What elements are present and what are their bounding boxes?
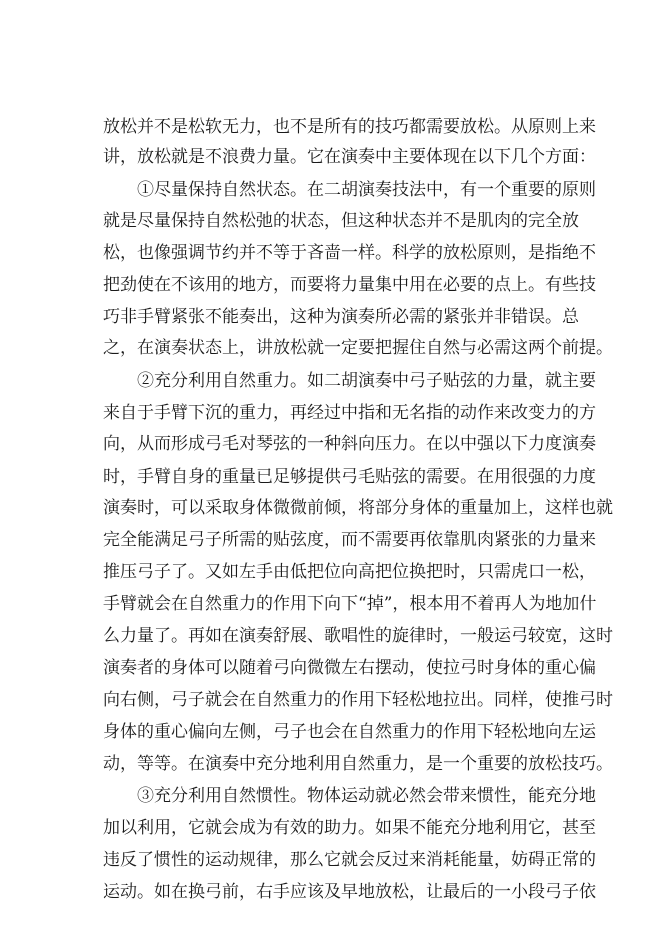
text-line: 完全能满足弓子所需的贴弦度，而不需要再依靠肌肉紧张的力量来 — [103, 530, 596, 550]
text-line: 手臂就会在自然重力的作用下向下“掉”，根本用不着再人为地加什 — [103, 594, 597, 614]
text-line: 来自于手臂下沉的重力，再经过中指和无名指的动作来改变力的方 — [103, 403, 596, 423]
text-line: 演奏时，可以采取身体微微前倾，将部分身体的重量加上，这样也就 — [103, 498, 613, 518]
text-line: 向，从而形成弓毛对琴弦的一种斜向压力。在以中强以下力度演奏 — [103, 434, 596, 454]
paragraph-start-line: ③充分利用自然惯性。物体运动就必然会带来惯性，能充分地 — [137, 786, 596, 806]
text-line: 巧非手臂紧张不能奏出，这种为演奏所必需的紧张并非错误。总 — [103, 307, 579, 327]
text-line: 向右侧，弓子就会在自然重力的作用下轻松地拉出。同样，使推弓时 — [103, 690, 613, 710]
text-line: 时，手臂自身的重量已足够提供弓毛贴弦的需要。在用很强的力度 — [103, 467, 596, 487]
text-line: 演奏者的身体可以随着弓向微微左右摆动，使拉弓时身体的重心偏 — [103, 658, 596, 678]
text-line: 松，也像强调节约并不等于吝啬一样。科学的放松原则，是指绝不 — [103, 243, 596, 263]
text-line: 动，等等。在演奏中充分地利用自然重力，是一个重要的放松技巧。 — [103, 754, 613, 774]
text-line: 讲，放松就是不浪费力量。它在演奏中主要体现在以下几个方面： — [103, 147, 596, 167]
text-line: 身体的重心偏向左侧，弓子也会在自然重力的作用下轻松地向左运 — [103, 722, 596, 742]
text-line: 推压弓子了。又如左手由低把位向高把位换把时，只需虎口一松， — [103, 562, 596, 582]
text-line: 放松并不是松软无力，也不是所有的技巧都需要放松。从原则上来 — [103, 117, 596, 137]
text-line: 么力量了。再如在演奏舒展、歌唱性的旋律时，一般运弓较宽，这时 — [103, 626, 613, 646]
paragraph-start-line: ②充分利用自然重力。如二胡演奏中弓子贴弦的力量，就主要 — [137, 371, 596, 391]
text-line: 就是尽量保持自然松弛的状态，但这种状态并不是肌肉的完全放 — [103, 211, 579, 231]
text-line: 把劲使在不该用的地方，而要将力量集中用在必要的点上。有些技 — [103, 275, 596, 295]
text-line: 违反了惯性的运动规律，那么它就会反过来消耗能量，妨碍正常的 — [103, 850, 596, 870]
text-line: 运动。如在换弓前，右手应该及早地放松，让最后的一小段弓子依 — [103, 882, 596, 902]
paragraph-start-line: ①尽量保持自然状态。在二胡演奏技法中，有一个重要的原则 — [137, 180, 596, 200]
text-line: 之，在演奏状态上，讲放松就一定要把握住自然与必需这两个前提。 — [103, 338, 613, 358]
text-line: 加以利用，它就会成为有效的助力。如果不能充分地利用它，甚至 — [103, 818, 596, 838]
